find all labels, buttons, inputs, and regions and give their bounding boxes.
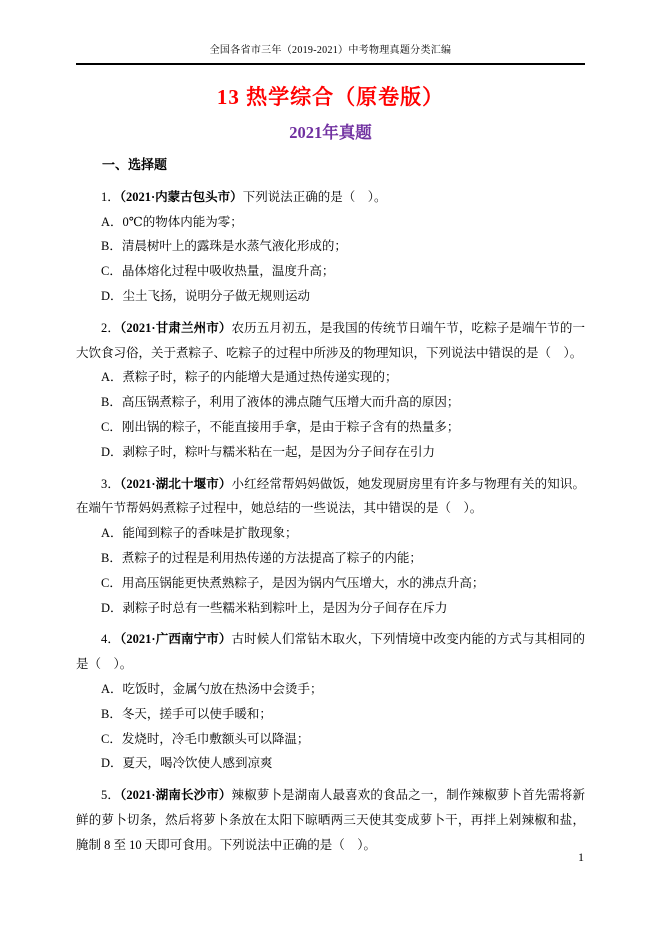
question-3 <box>76 472 585 621</box>
question-3-option-d: D．剥粽子时总有一些糯米粘到粽叶上，是因为分子间存在斥力 <box>101 600 448 615</box>
question-number: 3． <box>101 476 121 491</box>
question-source: （2021·内蒙古包头市） <box>119 189 243 204</box>
question-2-stem-line <box>76 316 585 366</box>
question-1 <box>76 185 585 309</box>
question-3-option-c: C．用高压锅能更快煮熟粽子，是因为锅内气压增大，水的沸点升高； <box>101 575 485 590</box>
question-1-option-a: A．0℃的物体内能为零； <box>101 214 243 229</box>
question-2 <box>76 316 585 465</box>
question-5 <box>76 783 585 857</box>
question-2-option-a: A．煮粽子时，粽子的内能增大是通过热传递实现的； <box>101 370 398 385</box>
question-3-stem-line <box>76 472 585 522</box>
document-body <box>76 153 585 858</box>
question-1-stem-line <box>76 185 585 210</box>
question-2-option-c: C．刚出锅的粽子，不能直接用手拿，是由于粽子含有的热量多； <box>101 419 460 434</box>
question-text: 古时候人们常钻木取火，下列情境中改变内能的方式与其相同的是（ ）。 <box>76 632 585 672</box>
question-4-option-c: C．发烧时，冷毛巾敷额头可以降温； <box>101 731 310 746</box>
header-text: 全国各省市三年（2019-2021）中考物理真题分类汇编 <box>76 44 585 65</box>
question-text: 下列说法正确的是（ ）。 <box>242 189 387 204</box>
question-4-stem-line <box>76 627 585 677</box>
question-1-option-c: C．晶体熔化过程中吸收热量，温度升高； <box>101 264 335 279</box>
page-number: 1 <box>578 850 584 864</box>
question-4-option-d: D．夏天，喝冷饮使人感到凉爽 <box>101 756 273 771</box>
question-2-option-b: B．高压锅煮粽子，利用了液体的沸点随气压增大而升高的原因； <box>101 395 460 410</box>
page-subtitle: 2021年真题 <box>289 123 372 142</box>
question-4-option-a: A．吃饭时，金属勺放在热汤中会烫手； <box>101 681 323 696</box>
question-source: （2021·甘肃兰州市） <box>120 320 232 335</box>
section-heading: 一、选择题 <box>102 157 168 172</box>
question-number: 2． <box>101 320 121 335</box>
question-text: 小红经常帮妈妈做饭，她发现厨房里有许多与物理有关的知识。在端午节帮妈妈煮粽子过程中，她总结的一些说法，其中错误的是（ ）。 <box>76 476 585 516</box>
question-4 <box>76 627 585 776</box>
page-title: 13 热学综合（原卷版） <box>216 85 445 109</box>
question-3-option-b: B．煮粽子的过程是利用热传递的方法提高了粽子的内能； <box>101 550 422 565</box>
question-source: （2021·湖南长沙市） <box>120 788 232 803</box>
question-text: 辣椒萝卜是湖南人最喜欢的食品之一，制作辣椒萝卜首先需将新鲜的萝卜切条，然后将萝卜条放在太阳下晾晒两三天使其变成萝卜干，再拌上剁辣椒和盐，腌制 8 至 10 天即可食用。下列说法中正确的是（ ）。 <box>76 788 585 852</box>
page-header <box>76 0 585 65</box>
question-5-stem-line <box>76 783 585 857</box>
question-text: 农历五月初五，是我国的传统节日端午节，吃粽子是端午节的一大饮食习俗，关于煮粽子、吃粽子的过程中所涉及的物理知识，下列说法中错误的是（ ）。 <box>76 320 585 360</box>
question-number: 5． <box>101 788 121 803</box>
question-3-option-a: A．能闻到粽子的香味是扩散现象； <box>101 526 298 541</box>
question-number: 1． <box>101 189 120 204</box>
question-number: 4． <box>101 632 121 647</box>
question-1-option-d: D．尘土飞扬，说明分子做无规则运动 <box>101 288 311 303</box>
page-content <box>76 0 585 858</box>
question-source: （2021·广西南宁市） <box>120 632 232 647</box>
question-2-option-d: D．剥粽子时，粽叶与糯米粘在一起，是因为分子间存在引力 <box>101 444 436 459</box>
question-1-option-b: B．清晨树叶上的露珠是水蒸气液化形成的； <box>101 239 347 254</box>
question-source: （2021·湖北十堰市） <box>120 476 232 491</box>
question-4-option-b: B．冬天，搓手可以使手暖和； <box>101 706 272 721</box>
